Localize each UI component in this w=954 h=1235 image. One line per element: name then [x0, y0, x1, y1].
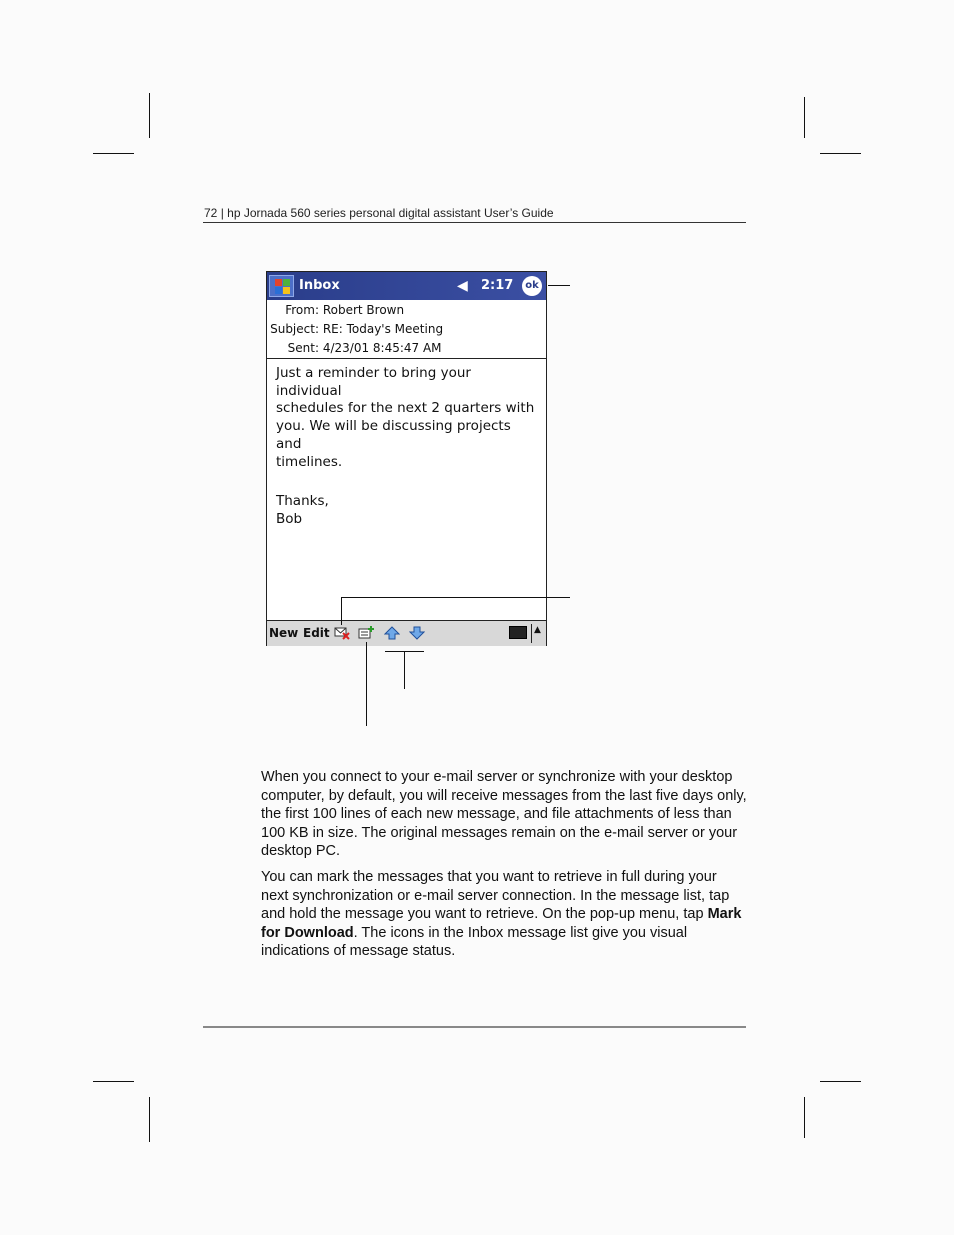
header-rule [203, 222, 746, 223]
menu-bar [267, 620, 546, 646]
menu-separator [531, 624, 532, 643]
crop-mark [149, 93, 150, 138]
speaker-icon[interactable]: ◀︎ [457, 278, 468, 294]
paragraph-1 [261, 768, 747, 861]
callout-line [366, 642, 367, 726]
from-label: From: [285, 303, 319, 317]
closing-line: Thanks, [276, 493, 329, 510]
message-body[interactable] [276, 365, 538, 529]
callout-line [341, 597, 570, 598]
signature-line: Bob [276, 510, 303, 527]
callout-line [341, 597, 342, 625]
sent-value: 4/23/01 8:45:47 AM [322, 341, 442, 355]
previous-arrow-icon[interactable] [384, 626, 400, 640]
header-divider: | [220, 206, 228, 220]
crop-mark [804, 97, 805, 138]
footer-rule [203, 1026, 746, 1028]
windows-flag-yellow [283, 287, 290, 294]
clock-time[interactable]: 2:17 [481, 278, 514, 293]
from-row [267, 303, 404, 317]
subject-row [267, 322, 443, 336]
header-title: hp Jornada 560 series personal digital assistant User’s Guide [227, 206, 554, 220]
body-line: you. We will be discussing projects and [276, 418, 511, 452]
ok-button[interactable]: ok [522, 276, 542, 296]
paragraph-1-text: When you connect to your e-mail server or synchronize with your desktop computer, by default, you will receive messages from the last five days only, the first 100 lines of each new message, and file attachments of less than 100 KB in size. The original messages remain on the e-mail server or your desktop PC. [261, 769, 747, 860]
callout-line [548, 285, 570, 286]
title-bar [267, 272, 546, 300]
crop-mark [820, 1081, 861, 1082]
start-icon[interactable] [269, 275, 294, 297]
menu-new[interactable]: New [269, 626, 299, 640]
from-value: Robert Brown [322, 303, 405, 317]
next-arrow-icon[interactable] [409, 626, 425, 640]
crop-mark [820, 153, 861, 154]
delete-message-icon[interactable] [334, 626, 350, 640]
subject-value: RE: Today's Meeting [322, 322, 444, 336]
body-line: schedules for the next 2 quarters with [276, 400, 535, 417]
app-title: Inbox [299, 278, 340, 293]
windows-flag-green [283, 279, 290, 286]
input-menu-arrow-icon[interactable]: ▲ [534, 625, 541, 635]
page-number: 72 [204, 206, 218, 220]
paragraph-2 [261, 868, 747, 961]
mark-for-download-term: Mark for Download [261, 906, 742, 941]
subject-label: Subject: [270, 322, 319, 336]
menu-edit[interactable]: Edit [303, 626, 330, 640]
paragraph-2-start: You can mark the messages that you want to retrieve in full during your next synchronization or e-mail server connection. In the message list, tap and hold the message you want to retrieve. On the pop-up menu, tap [261, 869, 730, 923]
sent-label: Sent: [287, 341, 319, 355]
device-screenshot [266, 271, 547, 646]
crop-mark [93, 1081, 134, 1082]
callout-line [404, 651, 405, 689]
windows-flag-blue [275, 287, 282, 294]
body-line: timelines. [276, 453, 343, 470]
crop-mark [93, 153, 134, 154]
keyboard-icon[interactable] [509, 626, 527, 639]
crop-mark [149, 1097, 150, 1142]
paragraph-2-text [261, 868, 747, 961]
sent-row [267, 341, 442, 355]
header-separator [267, 358, 546, 359]
paragraph-2-end: . The icons in the Inbox message list give you visual indications of message status. [261, 924, 688, 960]
windows-flag-red [275, 279, 282, 286]
reply-message-icon[interactable] [358, 626, 374, 640]
crop-mark [804, 1097, 805, 1138]
running-header [204, 206, 554, 220]
body-line: Just a reminder to bring your individual [276, 365, 471, 399]
